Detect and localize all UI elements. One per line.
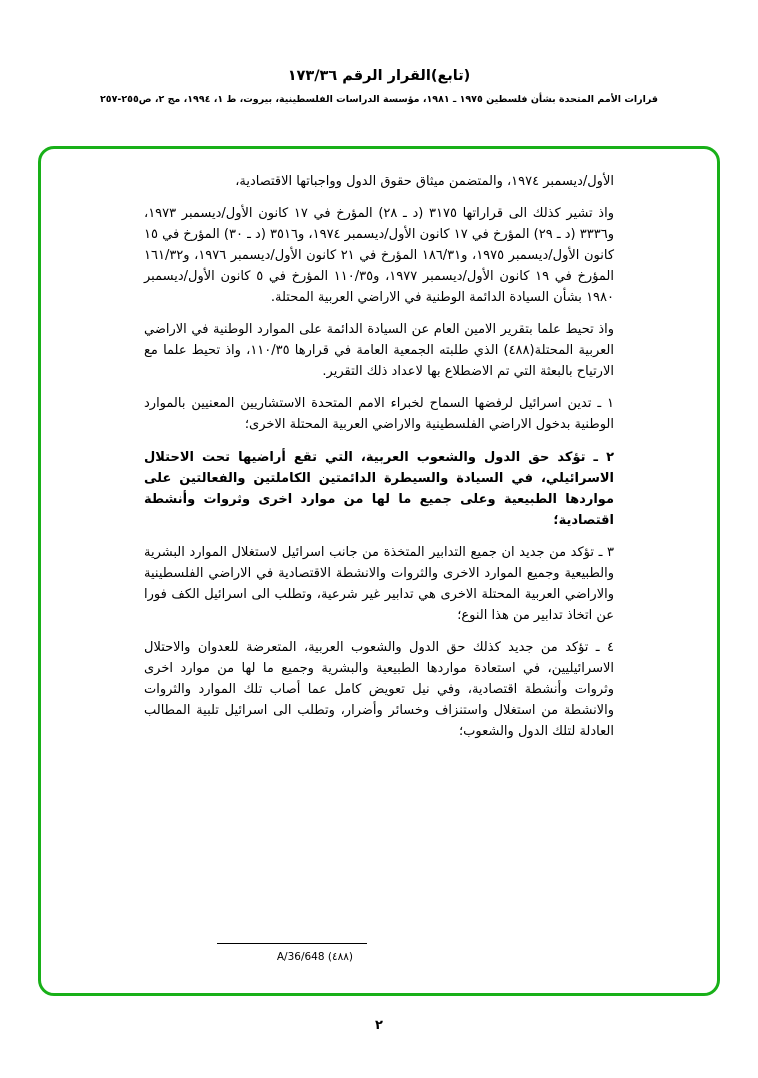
paragraph-recall: واذ تشير كذلك الى قراراتها ٣١٧٥ (د ـ ٢٨) المؤرخ في ١٧ كانون الأول/ديسمبر ١٩٧٣، و٣٣٣٦ (د ـ ٢٩) المؤرخ في ١٧ كانون الأول/ديسمبر ١٩٧٤، و٣٥١٦ (د ـ ٣٠) المؤرخ في ١٥ كانون الأول/ديسمبر ١٩٧٥، و١٨٦/٣١ المؤرخ في ٢١ كانون الأول/ديسمبر ١٩٧٦، و١٦١/٣٢ المؤرخ في ١٩ كانون الأول/ديسمبر ١٩٧٧، و١١٠/٣٥ المؤرخ في ٥ كانون الأول/ديسمبر ١٩٨٠ بشأن السيادة الدائمة الوطنية في الاراضي العربية المحتلة. [144, 206, 615, 306]
content-frame [38, 146, 720, 996]
paragraph-continuation: الأول/ديسمبر ١٩٧٤، والمتضمن ميثاق حقوق الدول وواجباتها الاقتصادية، [235, 174, 614, 189]
page-subtitle: قرارات الأمم المتحدة بشأن فلسطين ١٩٧٥ ـ ١٩٨١، مؤسسة الدراسات الفلسطينية، بيروت، ط ١، ١٩٩٤، مج ٢، ص٢٥٥-٢٥٧ [100, 94, 658, 106]
footnote-divider [217, 943, 367, 944]
content-area [41, 171, 717, 753]
paragraph-item-2: ٢ ـ تؤكد حق الدول والشعوب العربية، التي تقع أراضيها تحت الاحتلال الاسرائيلي، في السيادة والسيطرة الدائمتين الكاملتين والفعالتين على مواردها الطبيعية وعلى جميع ما لها من موارد اخرى وثروات وأنشطة اقتصادية؛ [144, 449, 614, 528]
text-column [144, 171, 614, 742]
footnote-reference: A/36/648 (٤٨٨) [276, 951, 353, 963]
page-title: (تابع)القرار الرقم ١٧٣/٣٦ [287, 68, 471, 84]
paragraph-item-4: ٤ ـ تؤكد من جديد كذلك حق الدول والشعوب العربية، المتعرضة للعدوان والاحتلال الاسرائيليين، في استعادة مواردها الطبيعية والبشرية وجميع ما لها من موارد اخرى وثروات وأنشطة اقتصادية، وفي نيل تعويض كامل عما أصاب تلك الموارد والثروات والانشطة من استغلال واستنزاف وخسائر وأضرار، وتطلب الى اسرائيل تلبية المطالب العادلة لتلك الدول والشعوب؛ [144, 639, 614, 740]
paragraph-item-3: ٣ ـ تؤكد من جديد ان جميع التدابير المتخذة من جانب اسرائيل لاستغلال الموارد البشرية والطبيعية وجميع الموارد الاخرى والثروات والانشطة الاقتصادية في الاراضي الفلسطينية والاراضي العربية المحتلة الاخرى هي تدابير غير شرعية، وتطلب الى اسرائيل الكف فورا عن اتخاذ تدابير من هذا النوع؛ [144, 544, 614, 623]
paragraph-item-1: ١ ـ تدين اسرائيل لرفضها السماح لخبراء الامم المتحدة الاستشاريين المعنيين بالموارد الوطنية بدخول الاراضي الفلسطينية والاراضي العربية المحتلة الاخرى؛ [144, 396, 614, 433]
document-header [0, 0, 758, 107]
page-number: ٢ [375, 1018, 383, 1033]
footnote [67, 943, 367, 963]
paragraph-note: واذ تحيط علما بتقرير الامين العام عن السيادة الدائمة على الموارد الوطنية في الاراضي العربية المحتلة(٤٨٨) الذي طلبته الجمعية العامة في قرارها ١١٠/٣٥، واذ تحيط علما مع الارتياح بالبعثة التي تم الاضطلاع بها لاعداد ذلك التقرير. [144, 322, 614, 380]
